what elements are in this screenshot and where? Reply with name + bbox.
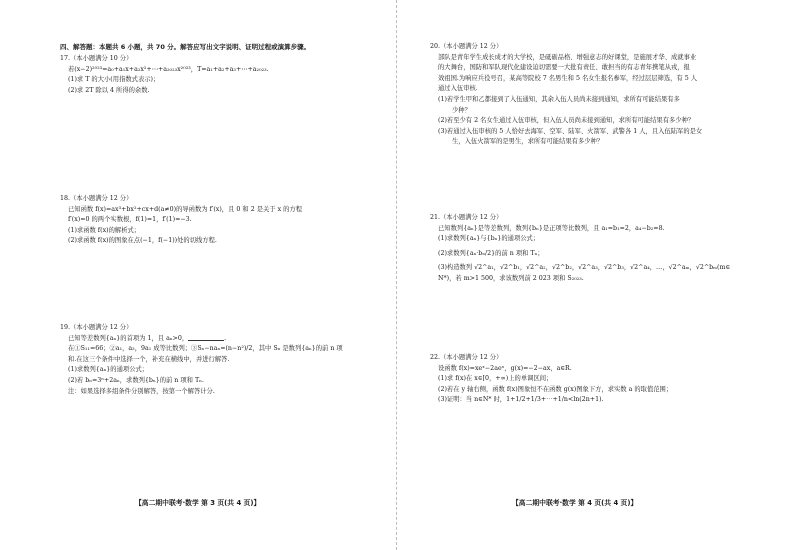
q20-title: 20.（本小题满分 12 分） [430,43,503,50]
question-20 [430,42,702,148]
q22-line: (1)求 f(x)在 x∈[0，+∞)上的单调区间； [438,375,553,383]
q19-line: 已知等差数列{aₙ}的首项为 1，且 aₙ>0， . [68,334,227,342]
q21-line: 已知数列{aₙ}是等差数列，数列{bₙ}是正项等比数列，且 a₁=b₁=2，a₄−b₂=8. [438,224,665,232]
q20-line: 的大舞台，国防和军队现代化建设迫切需要一大批有责任、敢担当的有志青年携笔从戎，报 [438,64,690,72]
q22-title: 22.（本小题满分 12 分） [430,354,503,361]
right-column [397,0,794,550]
question-18 [60,194,302,247]
q21-line: (1)求数列{aₙ}与{bₙ}的通项公式； [438,235,540,243]
q19-line: 和.在这三个条件中选择一个，补充在横线中，并进行解答. [68,355,230,363]
q20-line: 通过入伍审核. [438,85,478,93]
q17-line: 若(x−2)²⁰²³=a₀+a₁x+a₂x²+⋯+a₂₀₂₃x²⁰²³，T=a₁+a₂+a₃+⋯+a₂₀₂₃. [68,65,269,73]
page-footer-right: 【高二期中联考·数学 第 4 页(共 4 页)】 [512,499,638,507]
q19-line: (1)求数列{aₙ}的通项公式； [68,366,149,374]
q21-line: N*)，若 m>1 500，求该数列前 2 023 项和 S₂₀₂₃. [438,274,584,282]
q18-line: (2)求函数 f(x)的图象在点(−1，f(−1))处的切线方程. [68,237,217,245]
question-17 [60,54,269,96]
q17-line: (2)求 2T 除以 4 所得的余数. [68,86,150,94]
q20-line: (2)若至少有 2 名女生通过入伍审核，但入伍人员尚未接到通知，求所有可能结果有多少种？ [438,117,695,125]
q20-line: 少种？ [452,106,471,114]
q21-line: (3)构造数列 √2^a₁，√2^b₁，√2^a₂，√2^b₂，√2^a₃，√2^b₃，√2^a₄，…，√2^aₘ，√2^bₘ(m∈ [438,264,731,272]
q19-line: (2)若 bₙ=3ⁿ+2aₙ，求数列{bₙ}的前 n 项和 Tₙ. [68,376,204,384]
q20-line: (1)若学生甲和乙都接到了入伍通知，其余入伍人员尚未接到通知，求所有可能结果有多 [438,95,680,103]
q21-line: (2)求数列{aₙ·bₙ/2}的前 n 项和 Tₙ； [438,249,544,257]
q17-title: 17.（本小题满分 10 分） [60,55,133,62]
q20-line: 效祖国.为响应兵役号召，某高等院校 7 名男生和 5 名女生报名参军，经过层层筛选，有 5 人 [438,74,698,82]
q18-title: 18.（本小题满分 12 分） [60,195,133,202]
page-footer-left: 【高二期中联考·数学 第 3 页(共 4 页)】 [135,499,261,507]
q22-line: (2)若在 y 轴右侧，函数 f(x)图象恒不在函数 g(x)图象下方，求实数 a 的取值范围； [438,385,673,393]
section-heading: 四、解答题：本题共 6 小题，共 70 分。解答应写出文字说明、证明过程或演算步骤。 [60,43,311,51]
question-19 [60,323,343,397]
q19-title: 19.（本小题满分 12 分） [60,324,133,331]
q19-line: 在①S₁₁=66；②a₁，a₃，9a₁ 成等比数列；③Sₙ−naₙ=(n−n²)/2，其中 Sₙ 是数列{aₙ}的前 n 项 [68,345,343,353]
question-21 [430,213,730,285]
q19-note: 注：如果选择多组条件分别解答，按第一个解答计分. [68,387,215,395]
q20-line: 生，入伍火箭军的是男生，求所有可能结果有多少种？ [452,138,604,146]
question-22 [430,353,672,406]
q21-title: 21.（本小题满分 12 分） [430,214,503,221]
q20-line: (3)若通过入伍审核的 5 人恰好去海军、空军、陆军、火箭军、武警各 1 人，且入伍陆军的是女 [438,127,703,135]
q20-line: 部队是青年学生成长成才的大学校，是砥砺品格、增强意志的好课堂，是施展才华、成就事业 [438,53,697,61]
q18-line: (1)求函数 f(x)的解析式； [68,226,141,234]
q19-line1-text: 已知等差数列{aₙ}的首项为 1，且 aₙ>0， [68,334,189,342]
q17-line: (1)求 T 的大小(用指数式表示)； [68,76,160,84]
q18-line: f′(x)=0 的两个实数根，f(1)=1，f′(1)=−3. [68,216,192,224]
fill-in-blank [188,334,224,341]
q22-line: (3)证明：当 n∈N* 时，1+1/2+1/3+⋯+1/n<ln(2n+1). [438,396,604,404]
q18-line: 已知函数 f(x)=ax³+bx²+cx+d(a≠0)的导函数为 f′(x)，且 0 和 2 是关于 x 的方程 [68,205,303,213]
q22-line: 设函数 f(x)=xeˣ−2aeˣ，g(x)=−2−ax，a∈R. [438,364,572,372]
